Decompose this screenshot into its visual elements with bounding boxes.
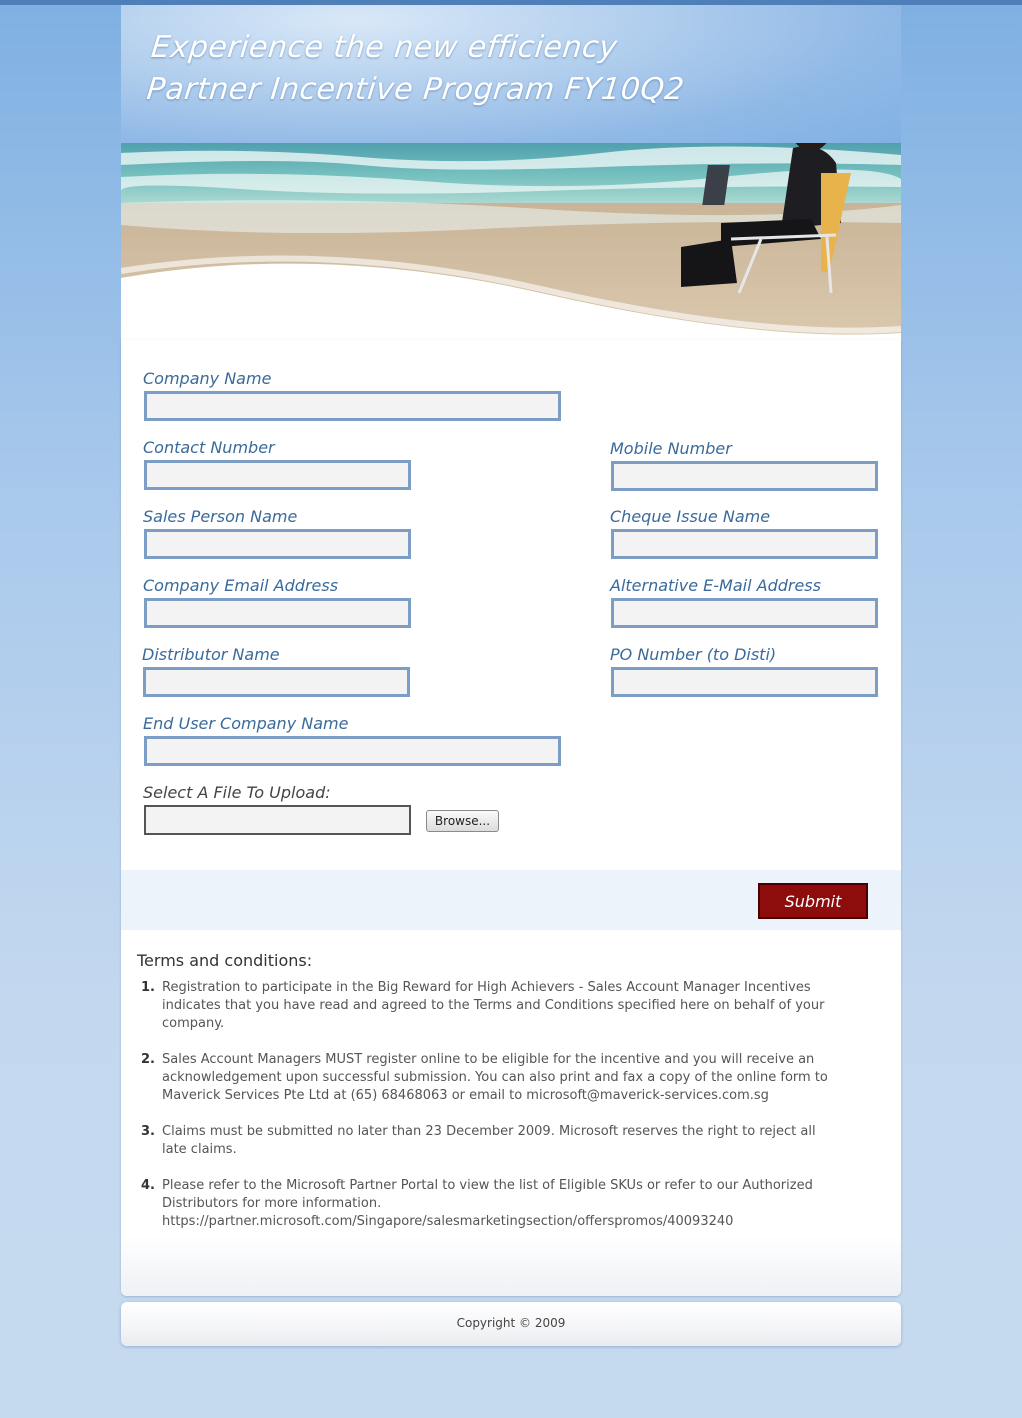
footer: [121, 1302, 901, 1346]
terms-item: [137, 1177, 837, 1231]
company-email-input[interactable]: [144, 598, 411, 628]
contact-number-label: Contact Number: [143, 438, 275, 457]
terms-item-text: Claims must be submitted no later than 23 December 2009. Microsoft reserves the right to reject all late claims.: [162, 1124, 816, 1157]
file-path-input[interactable]: [144, 805, 411, 835]
alternative-email-input[interactable]: [611, 598, 878, 628]
browse-button[interactable]: Browse...: [426, 810, 499, 832]
distributor-name-input[interactable]: [143, 667, 410, 697]
company-name-label: Company Name: [143, 369, 272, 388]
terms-title: Terms and conditions:: [137, 951, 313, 970]
alternative-email-label: Alternative E-Mail Address: [610, 576, 821, 595]
beach-photo: [121, 143, 901, 350]
distributor-name-label: Distributor Name: [142, 645, 280, 664]
header-banner: [121, 5, 901, 350]
po-number-input[interactable]: [611, 667, 878, 697]
terms-list: [137, 979, 837, 1249]
headline: [145, 27, 691, 111]
terms-item: [137, 1123, 837, 1159]
headline-line-2: Partner Incentive Program FY10Q2: [145, 72, 687, 107]
sales-person-name-input[interactable]: [144, 529, 411, 559]
file-upload-label: Select A File To Upload:: [143, 783, 331, 802]
terms-item-text: Sales Account Managers MUST register online to be eligible for the incentive and you will receive an acknowledgement upon successful submission. You can also print and fax a copy of the online form to Maverick Services Pte Ltd at (65) 68468063 or email to microsoft@maverick-services.com.sg: [162, 1052, 828, 1103]
copyright-text: Copyright © 2009: [456, 1316, 566, 1330]
end-user-company-input[interactable]: [144, 736, 561, 766]
terms-item-number: 2.: [141, 1052, 155, 1067]
company-name-input[interactable]: [144, 391, 561, 421]
terms-item-number: 3.: [141, 1124, 155, 1139]
contact-number-input[interactable]: [144, 460, 411, 490]
terms-item: [137, 979, 837, 1033]
terms-item: [137, 1051, 837, 1105]
cheque-issue-name-label: Cheque Issue Name: [610, 507, 771, 526]
terms-item-number: 1.: [141, 980, 155, 995]
mobile-number-label: Mobile Number: [610, 439, 732, 458]
headline-line-1: Experience the new efficiency: [149, 30, 620, 65]
cheque-issue-name-input[interactable]: [611, 529, 878, 559]
mobile-number-input[interactable]: [611, 461, 878, 491]
company-email-label: Company Email Address: [143, 576, 339, 595]
terms-item-number: 4.: [141, 1178, 155, 1193]
terms-item-text: Please refer to the Microsoft Partner Portal to view the list of Eligible SKUs or refer to our Authorized Distributors for more information. https://partner.microsoft.com/Singapore/salesmarketingsection/offerspromos/40093240: [162, 1178, 813, 1229]
submit-button[interactable]: Submit: [758, 883, 868, 919]
end-user-company-label: End User Company Name: [143, 714, 349, 733]
sales-person-name-label: Sales Person Name: [143, 507, 298, 526]
po-number-label: PO Number (to Disti): [610, 645, 777, 664]
terms-item-text: Registration to participate in the Big Reward for High Achievers - Sales Account Manager Incentives indicates that you have read and agreed to the Terms and Conditions specified here on behalf of your company.: [162, 980, 825, 1031]
